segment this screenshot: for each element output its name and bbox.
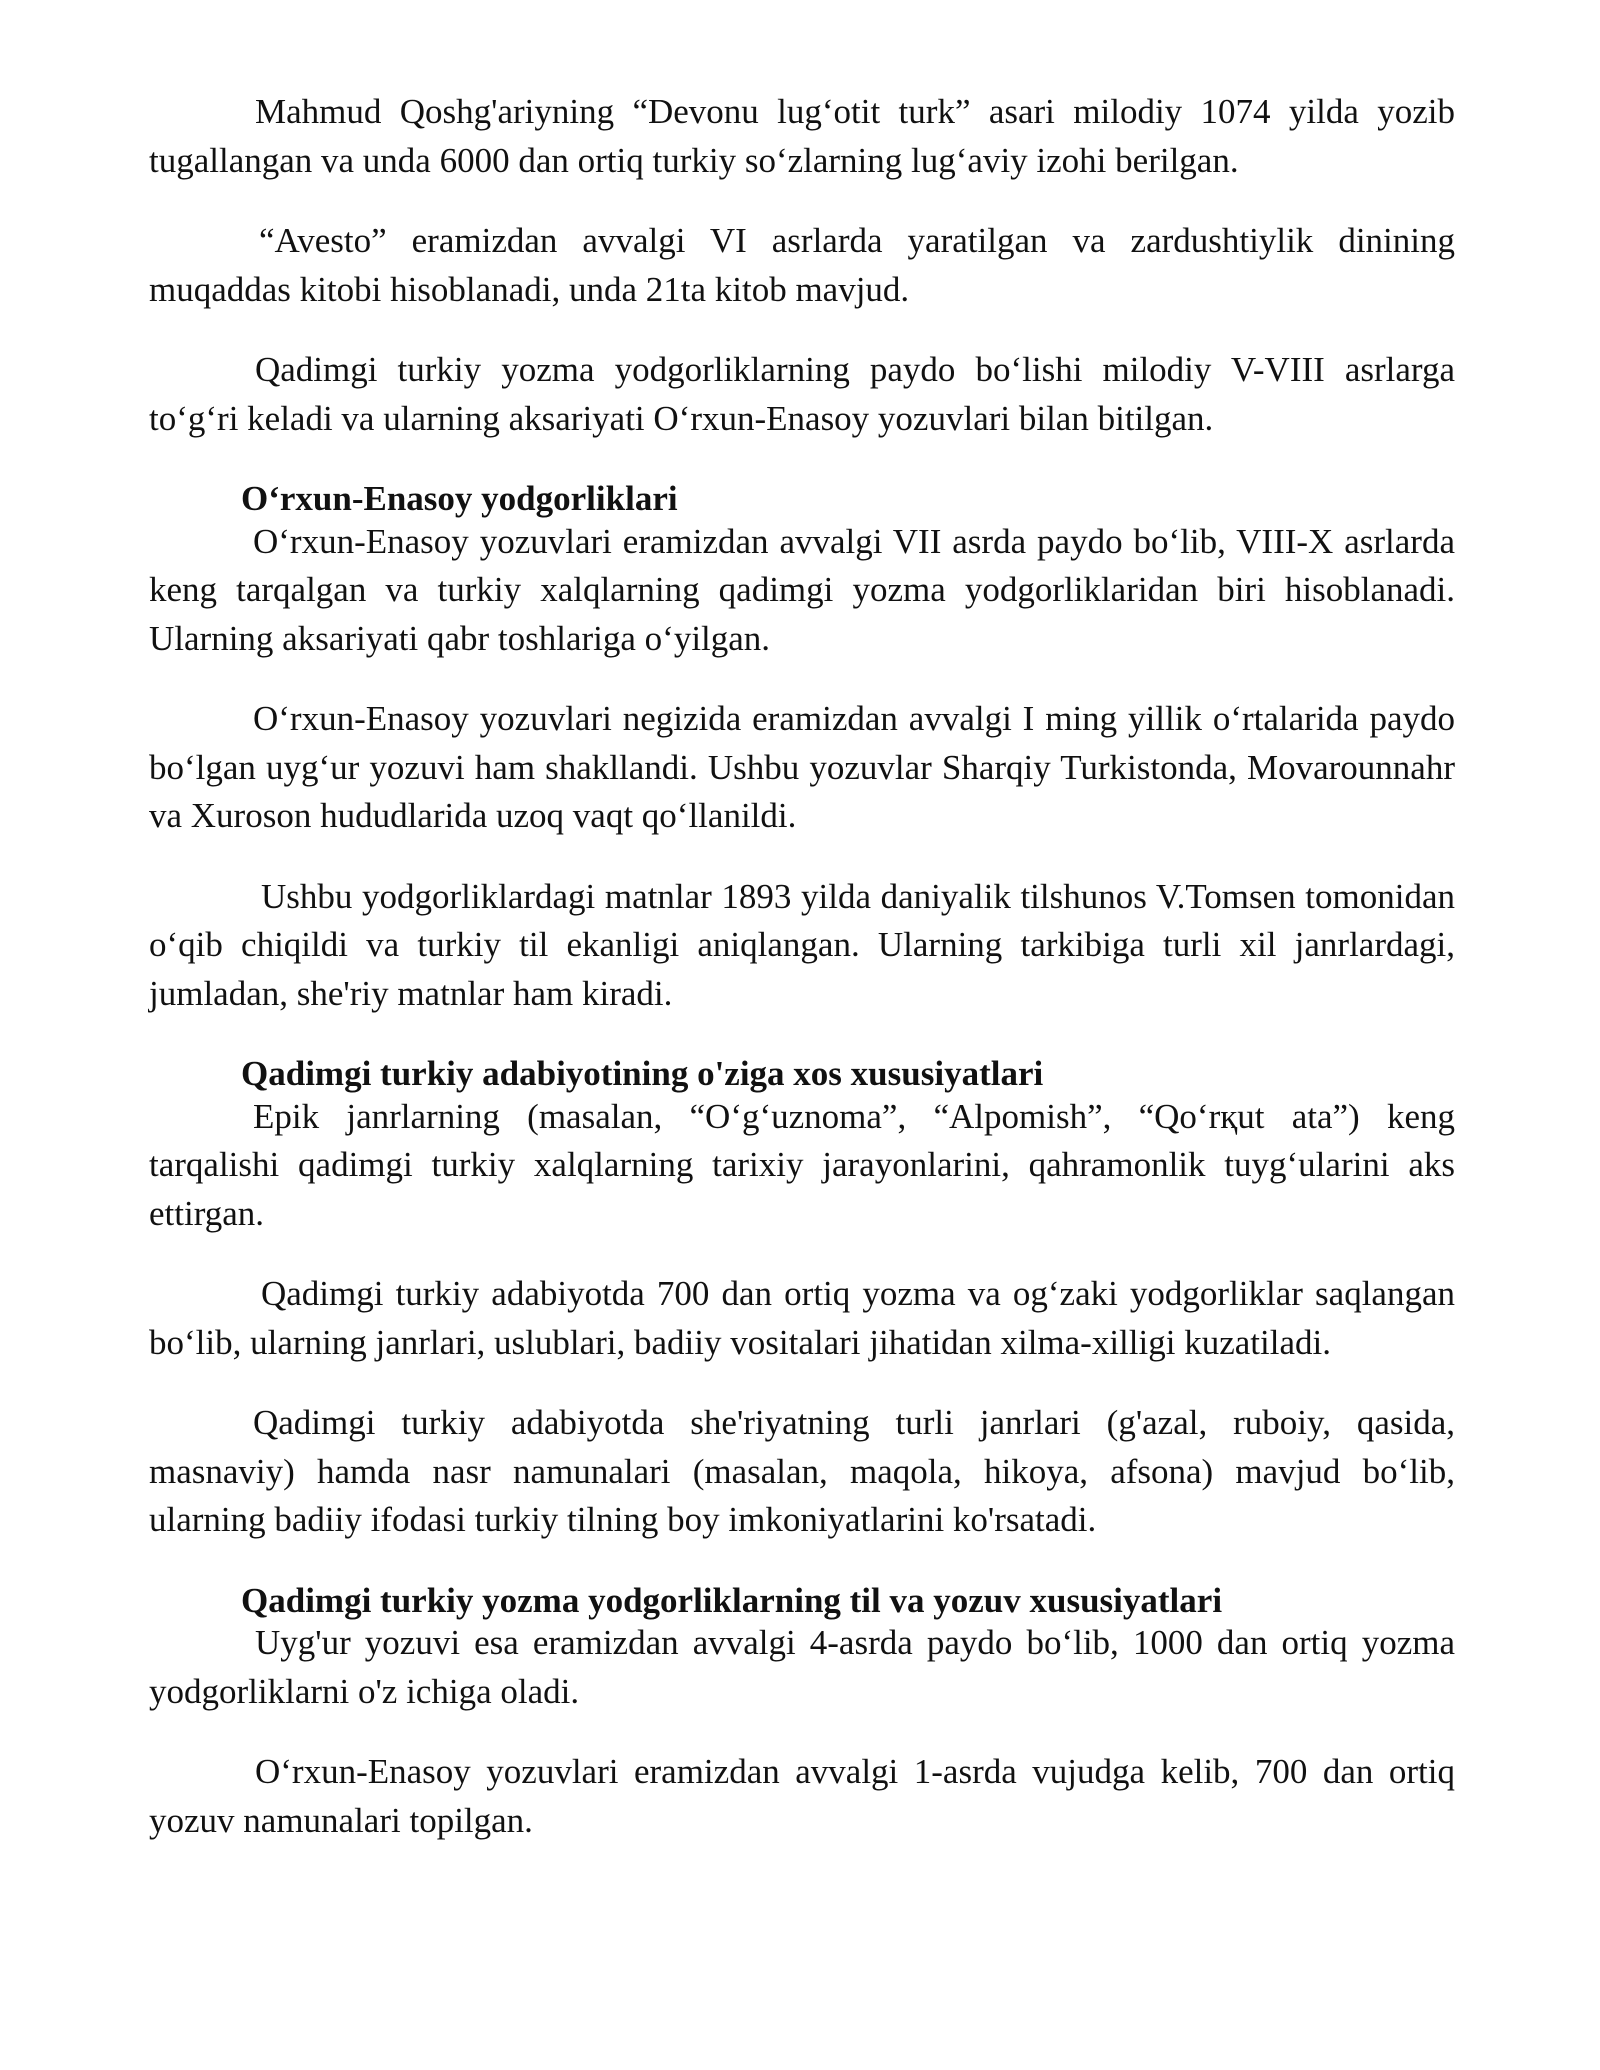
intro-paragraph-1: Mahmud Qoshg'ariyning “Devonu lug‘otit turk” asari milodiy 1074 yilda yozib tugallangan va unda 6000 dan ortiq turkiy so‘zlarning lug‘aviy izohi berilgan. [149,92,1455,180]
section-heading-literature-features: Qadimgi turkiy adabiyotining o'ziga xos xususiyatlari [241,1054,1044,1093]
section3-paragraph-2: O‘rxun-Enasoy yozuvlari eramizdan avvalgi 1-asrda vujudga kelib, 700 dan ortiq yozuv namunalari topilgan. [149,1752,1455,1840]
section1-paragraph-1: O‘rxun-Enasoy yozuvlari eramizdan avvalgi VII asrda paydo bo‘lib, VIII-X asrlarda keng tarqalgan va turkiy xalqlarning qadimgi yozma yodgorliklaridan biri hisoblanadi. Ularning aksariyati qabr toshlariga o‘yilgan. [149,521,1455,658]
section3-paragraph-1: Uyg'ur yozuvi esa eramizdan avvalgi 4-asrda paydo bo‘lib, 1000 dan ortiq yozma yodgorliklarni o'z ichiga oladi. [149,1623,1455,1711]
section-heading-language-script: Qadimgi turkiy yozma yodgorliklarning til va yozuv xususiyatlari [241,1580,1223,1620]
intro-paragraph-3: Qadimgi turkiy yozma yodgorliklarning paydo bo‘lishi milodiy V-VIII asrlarga to‘g‘ri keladi va ularning aksariyati O‘rxun-Enasoy yozuvlari bilan bitilgan. [149,350,1455,438]
section-heading-orxun-enasoy: O‘rxun-Enasoy yodgorliklari [241,479,678,518]
section1-paragraph-3: Ushbu yodgorliklardagi matnlar 1893 yilda daniyalik tilshunos V.Tomsen tomonidan o‘qib chiqildi va turkiy til ekanligi aniqlangan. Ularning tarkibiga turli xil janrlardagi, jumladan, she'riy matnlar ham kiradi. [149,876,1455,1013]
intro-paragraph-2: “Avesto” eramizdan avvalgi VI asrlarda yaratilgan va zardushtiylik dinining muqaddas kitobi hisoblanadi, unda 21ta kitob mavjud. [149,221,1455,309]
document-page [149,88,1455,1877]
section2-paragraph-1: Epik janrlarning (masalan, “O‘g‘uznoma”, “Alpomish”, “Qo‘rқut ata”) keng tarqalishi qadimgi turkiy xalqlarning tarixiy jarayonlarini, qahramonlik tuyg‘ularini aks ettirgan. [149,1096,1455,1233]
section2-paragraph-2: Qadimgi turkiy adabiyotda 700 dan ortiq yozma va og‘zaki yodgorliklar saqlangan bo‘lib, ularning janrlari, uslublari, badiiy vositalari jihatidan xilma-xilligi kuzatiladi. [149,1274,1455,1362]
section2-paragraph-3: Qadimgi turkiy adabiyotda she'riyatning turli janrlari (g'azal, ruboiy, qasida, masnaviy) hamda nasr namunalari (masalan, maqola, hikoya, afsona) mavjud bo‘lib, ularning badiiy ifodasi turkiy tilning boy imkoniyatlarini ko'rsatadi. [149,1403,1455,1539]
section1-paragraph-2: O‘rxun-Enasoy yozuvlari negizida eramizdan avvalgi I ming yillik o‘rtalarida paydo bo‘lgan uyg‘ur yozuvi ham shakllandi. Ushbu yozuvlar Sharqiy Turkistonda, Movarounnahr va Xuroson hududlarida uzoq vaqt qo‘llanildi. [149,699,1455,835]
